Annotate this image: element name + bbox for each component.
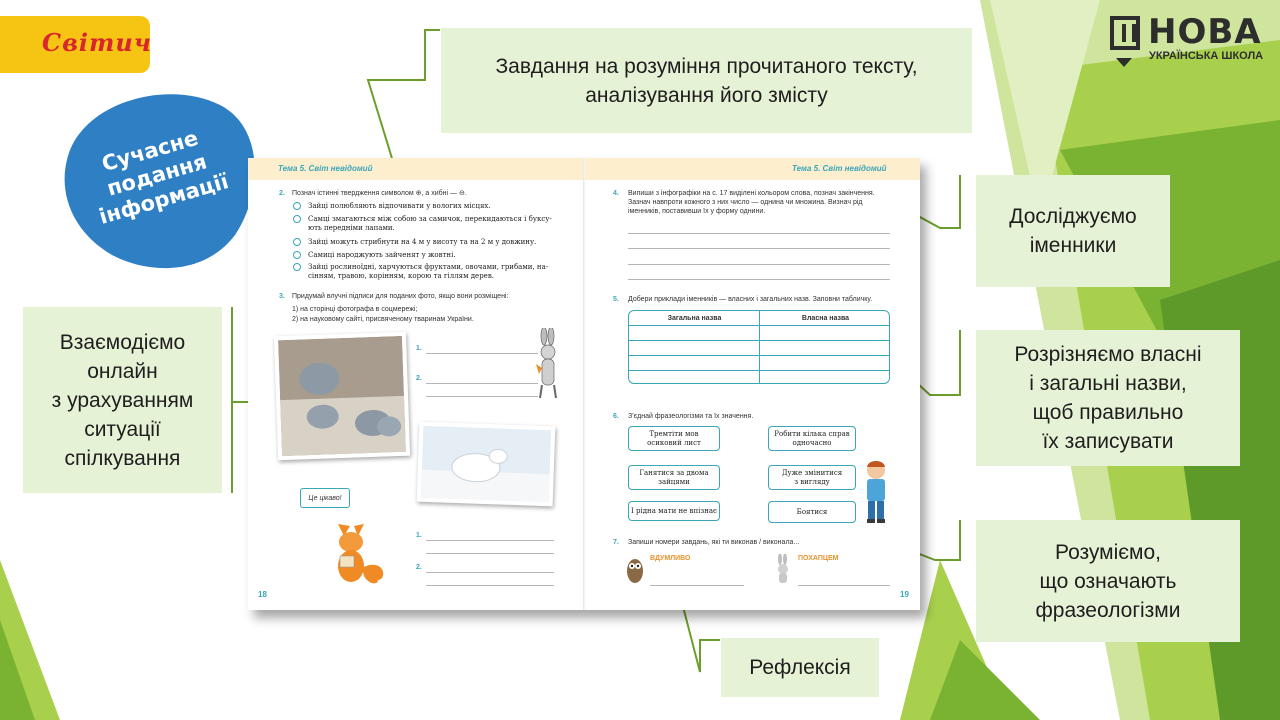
callout-right-2-text: Розрізняємо власні і загальні назви, щоб правильно їх записувати bbox=[1014, 343, 1202, 453]
table-row[interactable] bbox=[629, 355, 890, 356]
photo2-line-2-number: 2. bbox=[416, 564, 422, 571]
answer-line[interactable] bbox=[426, 540, 554, 541]
task4-number: 4. bbox=[613, 190, 619, 197]
owl-icon bbox=[626, 554, 644, 584]
table-header-common: Загальна назва bbox=[667, 315, 722, 322]
task3-prompt: Придумай влучні підписи для поданих фото, якщо вони розміщені: bbox=[292, 293, 509, 300]
photo1-line-1-number: 1. bbox=[416, 345, 422, 352]
callout-bottom bbox=[721, 638, 879, 697]
task4-line-3: іменників, поставивши їх у форму однини. bbox=[628, 208, 766, 215]
rabbit-cartoon bbox=[532, 328, 562, 400]
task2-item-5: Зайці рослиноїдні, харчуються фруктами, овочами, грибами, на- bbox=[308, 263, 549, 271]
nus-logo-subtitle: УКРАЇНСЬКА ШКОЛА bbox=[1149, 50, 1264, 62]
answer-line[interactable] bbox=[426, 353, 538, 354]
task2-item-4: Самиці народжують зайченят у жовтні. bbox=[308, 251, 456, 259]
answer-line[interactable] bbox=[798, 585, 890, 586]
table-divider bbox=[759, 311, 760, 384]
white-hare-photo-image bbox=[421, 426, 551, 502]
task2-item-2b: ють передніми лапами. bbox=[308, 224, 395, 232]
task3-option-2: 2) на науковому сайті, присвяченому тваринам України. bbox=[292, 316, 474, 323]
callout-right-2 bbox=[976, 330, 1240, 466]
callout-right-1 bbox=[976, 175, 1170, 287]
task7-number: 7. bbox=[613, 539, 619, 546]
textbook-spread bbox=[248, 158, 920, 610]
book-spine bbox=[583, 158, 585, 610]
nus-triangle-icon bbox=[1116, 58, 1132, 67]
topic-right: Тема 5. Світ невідомий bbox=[792, 164, 887, 173]
task3-number: 3. bbox=[279, 293, 285, 300]
task2-prompt: Познач істинні твердження символом ⊕, а хибні — ⊖. bbox=[292, 190, 467, 197]
reflection-option-thoughtfully: ВДУМЛИВО bbox=[650, 555, 691, 562]
callout-right-1-text: Досліджуємо іменники bbox=[1009, 205, 1137, 257]
answer-line[interactable] bbox=[426, 553, 554, 554]
task2-checkbox[interactable] bbox=[293, 251, 301, 259]
topic-left: Тема 5. Світ невідомий bbox=[278, 164, 373, 173]
answer-line[interactable] bbox=[426, 383, 538, 384]
phrase-card-2[interactable]: Ганятися за двома зайцями bbox=[628, 465, 720, 490]
answer-line[interactable] bbox=[628, 279, 890, 280]
task4-line-1: Випиши з інфографіки на с. 17 виділені кольором слова, познач закінчення. bbox=[628, 190, 875, 197]
task6-number: 6. bbox=[613, 413, 619, 420]
task2-item-1: Зайці полюбляють відпочивати у вологих місцях. bbox=[308, 202, 491, 210]
table-row[interactable] bbox=[629, 370, 890, 371]
task2-checkbox[interactable] bbox=[293, 215, 301, 223]
svitych-logo bbox=[0, 16, 150, 73]
nova-ukrainska-shkola-logo bbox=[1108, 12, 1268, 76]
table-header-proper: Власна назва bbox=[801, 315, 850, 322]
answer-line[interactable] bbox=[628, 233, 890, 234]
did-you-know-text: Це цікаво! bbox=[308, 494, 342, 502]
task5-prompt: Добери приклади іменників — власних і загальних назв. Заповни табличку. bbox=[628, 296, 873, 303]
photo2-line-1-number: 1. bbox=[416, 532, 422, 539]
hare-icon bbox=[774, 554, 792, 584]
boy-cartoon bbox=[860, 458, 892, 528]
phrase-card-1[interactable]: Тремтіти мов осиковий лист bbox=[628, 426, 720, 451]
task2-checkbox[interactable] bbox=[293, 238, 301, 246]
nus-logo-title: НОВА bbox=[1148, 12, 1262, 52]
callout-right-3-text: Розуміємо, що означають фразеологізми bbox=[1035, 540, 1181, 622]
callout-right-3 bbox=[976, 520, 1240, 642]
task6-prompt: З'єднай фразеологізми та їх значення. bbox=[628, 413, 754, 420]
phrase-card-3[interactable]: І рідна мати не впізнає bbox=[628, 501, 720, 521]
answer-line[interactable] bbox=[628, 248, 890, 249]
meaning-card-3[interactable]: Боятися bbox=[768, 501, 856, 523]
answer-line[interactable] bbox=[426, 572, 554, 573]
task2-number: 2. bbox=[279, 190, 285, 197]
task2-checkbox[interactable] bbox=[293, 263, 301, 271]
answer-line[interactable] bbox=[650, 585, 744, 586]
answer-line[interactable] bbox=[628, 264, 890, 265]
reflection-option-hastily: ПОХАПЦЕМ bbox=[798, 555, 839, 562]
did-you-know-bubble bbox=[300, 488, 350, 508]
callout-left bbox=[23, 307, 222, 493]
blob-label: Сучасне подання інформації bbox=[96, 125, 232, 229]
answer-line[interactable] bbox=[426, 585, 554, 586]
task2-item-5b: сінням, травою, корінням, корою та гіллям дерев. bbox=[308, 272, 494, 280]
nouns-table bbox=[628, 310, 890, 384]
task2-item-3: Зайці можуть стрибнути на 4 м у висоту та на 2 м у довжину. bbox=[308, 238, 537, 246]
fox-cartoon bbox=[328, 518, 390, 588]
answer-line[interactable] bbox=[426, 396, 538, 397]
callout-top-text: Завдання на розуміння прочитаного тексту, аналізування його змісту bbox=[495, 54, 918, 107]
meaning-card-2[interactable]: Дуже змінитися з вигляду bbox=[768, 465, 856, 490]
task7-prompt: Запиши номери завдань, які ти виконав / виконала... bbox=[628, 539, 800, 546]
callout-bottom-text: Рефлексія bbox=[749, 656, 851, 679]
task5-number: 5. bbox=[613, 296, 619, 303]
task3-option-1: 1) на сторінці фотографа в соцмережі; bbox=[292, 306, 418, 313]
table-row bbox=[629, 325, 890, 326]
white-hare-photo bbox=[417, 422, 556, 507]
photo1-line-2-number: 2. bbox=[416, 375, 422, 382]
callout-left-text: Взаємодіємо онлайн з урахуванням ситуації спілкування bbox=[51, 330, 194, 470]
page-number-left: 18 bbox=[258, 590, 267, 599]
nus-mark-icon bbox=[1110, 16, 1140, 50]
table-row[interactable] bbox=[629, 340, 890, 341]
task2-item-2: Самці змагаються між собою за самичок, перекидаються і буксу- bbox=[308, 215, 552, 223]
task2-checkbox[interactable] bbox=[293, 202, 301, 210]
page-number-right: 19 bbox=[900, 590, 909, 599]
hares-photo bbox=[274, 332, 410, 461]
hares-photo-image bbox=[278, 336, 406, 456]
meaning-card-1[interactable]: Робити кілька справ одночасно bbox=[768, 426, 856, 451]
callout-top bbox=[441, 28, 972, 133]
task4-line-2: Зазнач навпроти кожного з них число — однина чи множина. Визнач рід bbox=[628, 199, 863, 206]
svitych-logo-word: Світич bbox=[42, 28, 152, 57]
